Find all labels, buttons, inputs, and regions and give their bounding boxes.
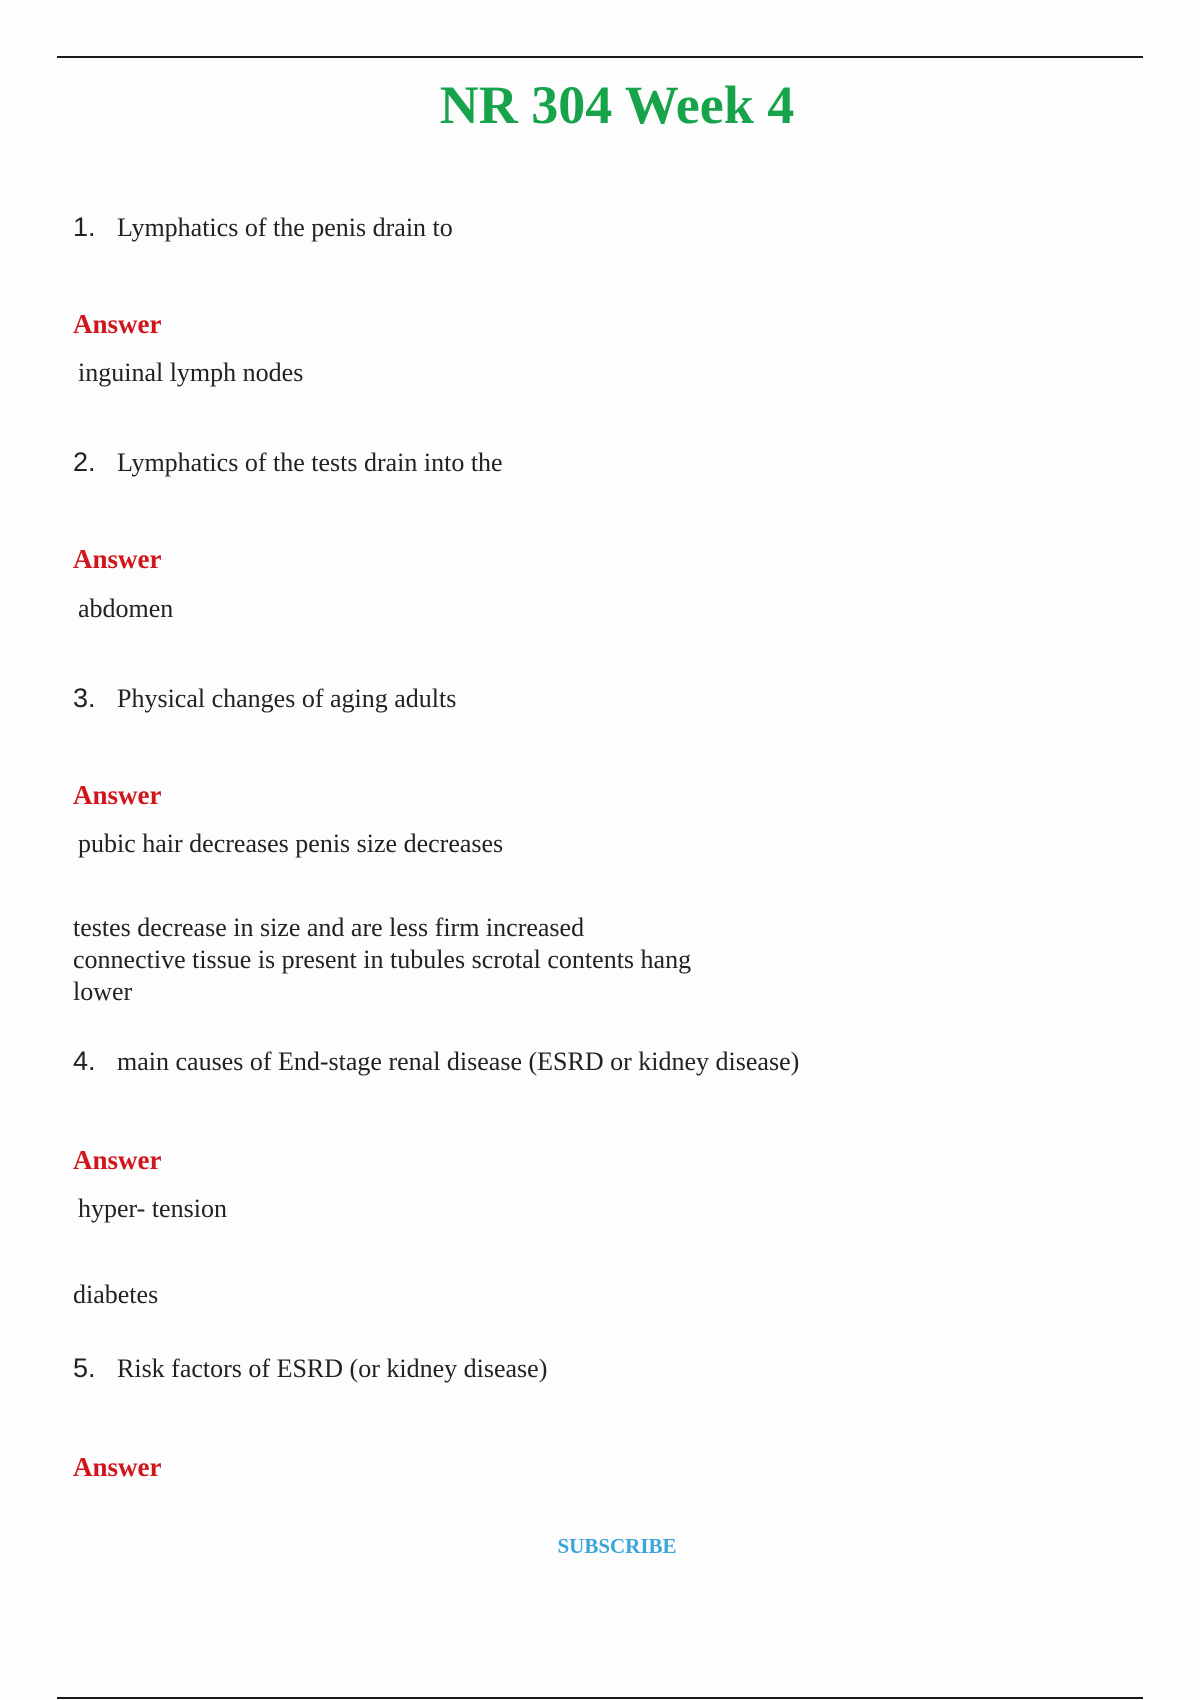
question-2 bbox=[73, 446, 503, 479]
question-number: 5. bbox=[73, 1353, 96, 1383]
answer-text-2: abdomen bbox=[78, 594, 174, 623]
question-text: main causes of End-stage renal disease (ESRD or kidney disease) bbox=[117, 1047, 800, 1076]
question-text: Lymphatics of the tests drain into the bbox=[117, 448, 503, 477]
answer-text-1: inguinal lymph nodes bbox=[78, 358, 304, 387]
answer-text-3a: pubic hair decreases penis size decreases bbox=[78, 829, 504, 858]
answer-text-3b: testes decrease in size and are less firm increased connective tissue is present in tubules scrotal contents hang lower bbox=[73, 913, 692, 1006]
answer-label-5: Answer bbox=[73, 1452, 162, 1482]
answer-label-4: Answer bbox=[73, 1145, 162, 1175]
question-text: Risk factors of ESRD (or kidney disease) bbox=[117, 1354, 548, 1383]
question-1 bbox=[73, 211, 453, 244]
answer-text-4a: hyper- tension bbox=[78, 1194, 227, 1223]
question-4 bbox=[73, 1045, 799, 1078]
page-title: NR 304 Week 4 bbox=[439, 75, 795, 135]
answer-label-1: Answer bbox=[73, 309, 162, 339]
question-3 bbox=[73, 682, 456, 715]
bottom-rule bbox=[57, 1697, 1143, 1699]
answer-text-4b: diabetes bbox=[73, 1280, 159, 1309]
question-number: 3. bbox=[73, 683, 96, 713]
subscribe-link[interactable]: SUBSCRIBE bbox=[557, 1534, 677, 1558]
question-number: 1. bbox=[73, 212, 96, 242]
answer-label-3: Answer bbox=[73, 780, 162, 810]
question-number: 4. bbox=[73, 1046, 96, 1076]
question-text: Lymphatics of the penis drain to bbox=[117, 213, 453, 242]
question-5 bbox=[73, 1352, 547, 1385]
top-rule bbox=[57, 56, 1143, 58]
question-number: 2. bbox=[73, 447, 96, 477]
answer-label-2: Answer bbox=[73, 544, 162, 574]
question-text: Physical changes of aging adults bbox=[117, 684, 457, 713]
